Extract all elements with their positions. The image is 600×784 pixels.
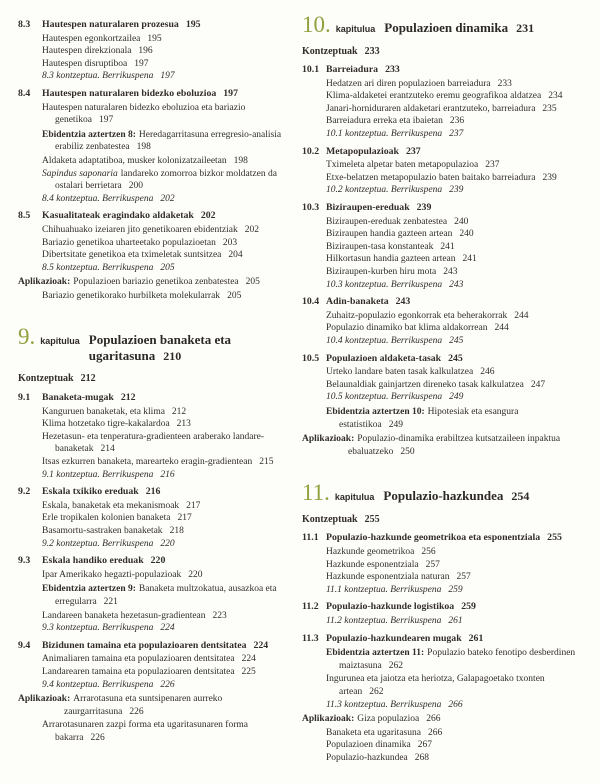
section-number: 11.2 (302, 601, 319, 613)
page-number: 237 (485, 160, 500, 171)
toc-item (302, 216, 576, 229)
page-number: 245 (449, 335, 464, 346)
page-number: 237 (449, 129, 464, 140)
section-entry (18, 640, 292, 653)
section-number: 10.4 (302, 296, 320, 308)
concept-review-entry (302, 615, 576, 628)
entry-bold-label: Aplikazioak: (302, 714, 355, 725)
entry-text: 9.2 kontzeptua. Berrikuspena (42, 538, 154, 549)
entry-text: 10.2 kontzeptua. Berrikuspena (326, 185, 443, 196)
toc-item (18, 456, 292, 469)
page-number: 262 (388, 660, 403, 671)
species-name: Sapindus saponaria (42, 168, 118, 179)
entry-text: 11.1 kontzeptua. Berrikuspena (326, 584, 442, 595)
toc-item (18, 58, 292, 71)
page-number: 246 (480, 367, 495, 378)
page-number: 236 (449, 116, 465, 127)
toc-item (18, 500, 292, 513)
section-title: Eskala txikiko ereduak (42, 486, 139, 498)
page-number: 262 (369, 686, 384, 697)
page-number: 259 (461, 601, 476, 613)
entry-text: Hautespen egonkortzailea (42, 33, 141, 44)
evidence-entry (302, 406, 576, 431)
toc-item (302, 310, 576, 323)
entry-text: Biziraupen-kurben hiru mota (326, 267, 437, 277)
page-number: 245 (448, 352, 463, 364)
entry-text: Hautespen disruptiboa (42, 58, 128, 69)
toc-item (18, 168, 292, 193)
concept-review-entry (18, 622, 292, 635)
toc-item (18, 666, 292, 679)
entry-text: Hedatzen ari diren populazioen barreiadura (326, 78, 491, 89)
section-number: 8.3 (18, 19, 31, 30)
section-entry (18, 19, 292, 32)
entry-text: Arrarotasunaren zazpi forma eta ugaritasunaren forma bakarra (42, 720, 248, 743)
entry-text: 11.2 kontzeptua. Berrikuspena (326, 615, 442, 626)
page-number: 255 (547, 532, 562, 544)
page-number: 239 (416, 202, 432, 214)
toc-item (18, 525, 292, 538)
applications-entry (18, 276, 292, 289)
concept-review-entry (302, 184, 576, 197)
page-number: 225 (241, 666, 256, 677)
section-entry (302, 64, 576, 77)
page-number: 233 (497, 78, 512, 89)
page-number: 226 (160, 679, 175, 690)
concepts-entry (302, 514, 576, 527)
toc-item (18, 431, 292, 456)
page-number: 250 (400, 446, 415, 457)
entry-text: Belaunaldiak gainjartzen direneko tasak kalkulatzea (326, 379, 524, 390)
page-number: 212 (171, 406, 187, 417)
chapter-number: 10. (302, 12, 331, 37)
page-number: 257 (456, 572, 471, 583)
toc-item (18, 249, 292, 262)
page-number: 244 (494, 323, 509, 334)
entry-text: Kontzeptuak (18, 373, 74, 385)
page-number: 212 (80, 373, 96, 385)
section-entry (18, 392, 292, 405)
concepts-entry (18, 373, 292, 386)
page-number: 240 (459, 229, 474, 240)
entry-text: Etxe-belatzen metapopulazio baten baitako barreiadura (326, 172, 536, 183)
section-entry (18, 210, 292, 223)
section-entry (18, 486, 292, 499)
section-number: 9.3 (18, 555, 31, 567)
section-entry (302, 146, 576, 159)
applications-entry (302, 713, 576, 726)
entry-text: Eskala, banaketak eta mekanismoak (42, 500, 180, 511)
entry-text: Hilkortasun handia gazteen artean (326, 254, 456, 265)
page-number: 195 (185, 19, 201, 30)
chapter-title: Populazioen banaketa eta ugaritasuna (88, 332, 232, 363)
chapter-number: 9. (18, 324, 36, 350)
entry-text: 10.1 kontzeptua. Berrikuspena (326, 129, 443, 140)
section-title: Banaketa-mugak (42, 392, 114, 404)
entry-text: Tximeleta alpetar baten metapopulazioa (326, 160, 479, 171)
section-entry (302, 353, 576, 366)
entry-text: Giza populazioa (357, 714, 420, 725)
page-number: 205 (245, 277, 260, 288)
entry-text: Klima-aldaketei erantzuteko eremu geografikoa aldatzea (326, 91, 542, 102)
section-number: 9.4 (18, 639, 31, 651)
toc-item (18, 102, 292, 127)
entry-text: 9.4 kontzeptua. Berrikuspena (42, 679, 154, 690)
toc-item (18, 237, 292, 250)
concept-review-entry (18, 262, 292, 275)
section-title: Bizidunen tamaina eta populazioaren dentsitatea (42, 639, 247, 651)
section-title: Hautespen naturalaren prozesua (42, 19, 179, 30)
page-number: 235 (542, 103, 557, 114)
page-number: 257 (425, 559, 440, 570)
page-number: 204 (228, 250, 243, 261)
entry-text: Klima hotzetako tigre-kakalardoa (42, 419, 170, 430)
concept-review-entry (18, 538, 292, 551)
toc-item (302, 379, 576, 392)
entry-text: Heredagarritasuna erregresio-analisia erabiliz zenbatestea (55, 129, 282, 153)
section-title: Populazio-hazkunde geometrikoa eta esponentziala (326, 532, 541, 544)
section-entry (18, 88, 292, 101)
toc-item (302, 571, 576, 584)
page-number: 197 (160, 71, 175, 82)
section-entry (302, 202, 576, 215)
page-number: 239 (542, 172, 557, 183)
entry-text: Hautespen naturalaren bidezko eboluzioa eta bariazio genetikoa (42, 102, 246, 126)
page-number: 266 (427, 727, 443, 738)
page-number: 197 (134, 58, 149, 69)
toc-item (302, 241, 576, 254)
page-number: 256 (421, 547, 436, 557)
entry-text: Basamortu-sastraken banaketak (42, 526, 163, 536)
entry-text: Populazioen bariazio genetikoa zenbatestea (73, 277, 239, 288)
page-number: 266 (426, 714, 441, 725)
toc-item (302, 159, 576, 172)
page-number: 200 (128, 181, 143, 192)
section-title: Populazio-hazkunde logistikoa (326, 601, 455, 613)
concept-review-entry (18, 679, 292, 692)
entry-bold-label: Aplikazioak: (302, 434, 355, 445)
entry-text: Kontzeptuak (302, 45, 358, 57)
concept-review-entry (18, 193, 292, 206)
section-number: 11.3 (302, 632, 319, 644)
page-number: 266 (448, 699, 463, 710)
entry-text: Kanguruen banaketak, eta klima (42, 406, 165, 417)
chapter-word-label: kapitulua (40, 336, 80, 347)
page-number: 203 (222, 237, 238, 248)
toc-item (302, 752, 576, 765)
page-number: 195 (147, 33, 162, 44)
page-number: 205 (160, 262, 175, 273)
section-number: 10.1 (302, 64, 320, 76)
entry-text: Animaliaren tamaina eta populazioaren dentsitatea (42, 654, 235, 665)
section-number: 8.4 (18, 87, 31, 99)
chapter-number: 11. (302, 480, 330, 506)
concept-review-entry (302, 279, 576, 292)
entry-text: Hipotesiak eta esangura estatistikoa (339, 406, 519, 430)
entry-text: Biziraupen-tasa konstanteak (326, 241, 434, 252)
page-number: 223 (212, 610, 227, 621)
chapter-heading (18, 326, 292, 364)
page-number: 214 (100, 444, 115, 455)
entry-text: Banaketa multzokatua, ausazkoa eta erregularra (55, 584, 277, 607)
section-number: 11.1 (302, 532, 319, 544)
page-number: 247 (530, 379, 546, 390)
page-number: 243 (449, 279, 464, 290)
toc-item (302, 322, 576, 335)
entry-text: Hazkunde geometrikoa (326, 547, 415, 557)
entry-text: Populazio bateko fenotipo desberdinen maiztasuna (339, 648, 576, 671)
page-number: 198 (233, 155, 248, 166)
entry-text: Hautespen direkzionala (42, 46, 132, 57)
page-number: 197 (98, 115, 114, 126)
entry-text: Bariazio genetikoa uharteetako populazioetan (42, 237, 216, 248)
toc-item (18, 512, 292, 525)
toc-item (302, 172, 576, 185)
chapter-page-number: 231 (516, 21, 535, 35)
entry-text: 8.4 kontzeptua. Berrikuspena (42, 193, 154, 204)
applications-entry (18, 693, 292, 718)
entry-text: Hazkunde esponentziala naturan (326, 572, 450, 583)
toc-item (302, 739, 576, 752)
section-title: Adin-banaketa (326, 296, 389, 308)
page-number: 224 (253, 639, 269, 651)
entry-text: 8.3 kontzeptua. Berrikuspena (42, 71, 154, 82)
page-number: 239 (449, 185, 464, 196)
page-number: 217 (177, 513, 192, 524)
entry-bold-label: Ebidentzia aztertzen 8: (42, 129, 136, 140)
page-number: 261 (468, 632, 484, 644)
page-number: 226 (90, 732, 105, 743)
page-number: 233 (385, 64, 400, 76)
page-number: 202 (160, 193, 175, 204)
toc-item (18, 719, 292, 744)
entry-text: Urteko landare baten tasak kalkulatzea (326, 367, 474, 378)
chapter-heading (302, 482, 576, 505)
page-number: 233 (364, 45, 380, 57)
evidence-entry (302, 647, 576, 672)
entry-text: Ingurunea eta jaiotza eta heriotza, Galapagoetako txonten artean (326, 674, 545, 697)
page-number: 197 (223, 87, 238, 99)
section-entry (302, 601, 576, 614)
entry-text: 9.3 kontzeptua. Berrikuspena (42, 623, 154, 634)
entry-text: Populazioen dinamika (326, 740, 411, 751)
concepts-entry (302, 46, 576, 59)
toc-item (18, 45, 292, 58)
toc-item (302, 253, 576, 266)
page-number: 215 (259, 457, 274, 468)
entry-bold-label: Ebidentzia aztertzen 10: (326, 406, 425, 417)
toc-item (302, 228, 576, 241)
toc-item (302, 103, 576, 116)
entry-text: Zuhaitz-populazio egonkorrak eta beherakorrak (326, 310, 508, 321)
page-number: 249 (449, 392, 464, 403)
toc-item (18, 569, 292, 582)
entry-text: Populazio-hazkundea (326, 752, 408, 763)
section-title: Kasualitateak eragindako aldaketak (42, 210, 194, 222)
section-entry (302, 532, 576, 545)
page-number: 216 (145, 486, 161, 498)
section-number: 10.2 (302, 145, 320, 157)
evidence-entry (18, 129, 292, 154)
page-number: 268 (414, 752, 430, 763)
toc-item (18, 406, 292, 419)
entry-text: Banaketa eta ugaritasuna (326, 727, 421, 738)
section-title: Populazio-hazkundearen mugak (326, 632, 462, 644)
entry-text: Hazkunde esponentziala (326, 559, 419, 570)
chapter-title: Populazio-hazkundea (383, 488, 504, 504)
page-number: 249 (388, 419, 403, 430)
entry-text: Landareen banaketa hezetasun-gradientean (42, 610, 206, 621)
section-title: Barreiadura (326, 64, 379, 76)
page-number: 244 (514, 310, 529, 321)
toc-item (302, 727, 576, 740)
entry-text: Barreiadura erreka eta ibaietan (326, 116, 443, 127)
chapter-title-block (383, 488, 576, 505)
section-title: Metapopulazioak (326, 145, 399, 157)
entry-text: Itsas ezkurren banaketa, marearteko eragin-gradientean (42, 457, 253, 468)
chapter-title: Populazioen dinamika (384, 20, 509, 35)
page-number: 198 (136, 142, 151, 153)
entry-text: Biziraupen handia gazteen artean (326, 229, 453, 240)
section-number: 10.5 (302, 352, 320, 364)
section-entry (18, 555, 292, 568)
toc-item (302, 673, 576, 698)
entry-text: Bariazio genetikorako hurbilketa molekularrak (42, 290, 221, 301)
page-number: 224 (160, 623, 175, 634)
toc-column-right (302, 14, 576, 765)
section-number: 8.5 (18, 210, 31, 222)
toc-item (302, 546, 576, 559)
page-number: 261 (448, 615, 463, 626)
entry-bold-label: Ebidentzia aztertzen 11: (326, 648, 425, 659)
entry-text: Ipar Amerikako hegazti-populazioak (42, 569, 182, 580)
chapter-title-block (384, 20, 576, 37)
evidence-entry (18, 583, 292, 608)
section-entry (302, 633, 576, 646)
entry-text: Populazio-dinamika erabiltzea kutsatzaileen inpaktua ebaluatzeko (348, 434, 561, 457)
section-title: Hautespen naturalaren bidezko eboluzioa (42, 87, 217, 99)
entry-text: landareko zomorroa bizkor moldatzen da ostalari berrietara (55, 168, 277, 192)
entry-text: Kontzeptuak (302, 513, 358, 525)
toc-item (18, 155, 292, 168)
section-entry (302, 296, 576, 309)
toc-column-left (18, 14, 292, 765)
page-number: 234 (548, 91, 563, 102)
page-number: 221 (103, 596, 118, 607)
concept-review-entry (302, 335, 576, 348)
concept-review-entry (302, 391, 576, 404)
entry-text: Biziraupen-ereduak zenbatestea (326, 216, 448, 227)
concept-review-entry (302, 584, 576, 597)
entry-text: 10.4 kontzeptua. Berrikuspena (326, 335, 443, 346)
page-number: 220 (188, 569, 203, 580)
page-number: 243 (443, 267, 458, 277)
page-number: 220 (160, 538, 175, 549)
entry-text: Janari-horniduraren aldaketari erantzuteko, barreiadura (326, 103, 536, 114)
applications-entry (302, 433, 576, 458)
entry-text: 8.5 kontzeptua. Berrikuspena (42, 262, 154, 273)
entry-text: Chihuahuako izeiaren jito genetikoaren ebidentziak (42, 224, 238, 235)
page-number: 213 (176, 419, 191, 430)
page-number: 202 (200, 210, 216, 222)
page-number: 255 (364, 513, 380, 525)
concept-review-entry (18, 70, 292, 83)
page-number: 240 (454, 216, 469, 227)
page-number: 220 (150, 555, 166, 567)
section-title: Eskala handiko ereduak (42, 555, 144, 567)
entry-text: Dibertsitate genetikoa eta tximeletak suntsitzea (42, 250, 222, 261)
section-title: Biziraupen-ereduak (326, 202, 410, 214)
entry-text: Populazio dinamiko bat klima aldakorrean (326, 323, 488, 334)
page-number: 241 (440, 241, 455, 252)
entry-text: Hezetasun- eta tenperatura-gradienteen araberako landare-banaketak (42, 431, 265, 455)
entry-bold-label: Aplikazioak: (18, 277, 71, 288)
page-number: 241 (462, 254, 477, 265)
chapter-page-number: 210 (163, 348, 182, 363)
page-number: 205 (227, 290, 242, 301)
page-number: 243 (395, 296, 411, 308)
toc-item (302, 266, 576, 279)
chapter-word-label: kapitulua (335, 24, 376, 34)
page-number: 267 (417, 740, 432, 751)
page-number: 226 (129, 706, 144, 717)
page-number: 218 (169, 526, 184, 536)
section-number: 9.2 (18, 486, 31, 498)
page-number: 259 (448, 584, 463, 595)
entry-bold-label: Aplikazioak: (18, 694, 71, 705)
page-number: 217 (186, 500, 201, 511)
entry-text: 10.5 kontzeptua. Berrikuspena (326, 392, 443, 403)
concept-review-entry (302, 128, 576, 141)
entry-text: Aldaketa adaptatiboa, musker kolonizatzaileetan (42, 155, 227, 166)
entry-text: 10.3 kontzeptua. Berrikuspena (326, 279, 443, 290)
toc-item (302, 90, 576, 103)
entry-text: 11.3 kontzeptua. Berrikuspena (326, 699, 442, 710)
section-title: Populazioen aldaketa-tasak (326, 352, 442, 364)
chapter-word-label: kapitulua (334, 492, 375, 503)
section-number: 10.3 (302, 202, 320, 214)
concept-review-entry (18, 469, 292, 482)
toc-item (302, 115, 576, 128)
chapter-heading (302, 14, 576, 37)
chapter-page-number: 254 (511, 489, 530, 504)
toc-item (18, 653, 292, 666)
chapter-title-block (89, 332, 292, 364)
entry-bold-label: Ebidentzia aztertzen 9: (42, 584, 136, 595)
page-number: 196 (138, 46, 153, 57)
entry-text: 9.1 kontzeptua. Berrikuspena (42, 469, 154, 480)
page-number: 202 (244, 224, 259, 235)
toc-item (302, 559, 576, 572)
toc-item (302, 78, 576, 91)
toc-item (18, 610, 292, 623)
toc-item (18, 33, 292, 46)
entry-text: Arrarotasuna eta suntsipenaren aurreko zaurgarritasuna (64, 694, 223, 717)
entry-text: Landarearen tamaina eta populazioaren dentsitatea (42, 666, 235, 677)
toc-item (18, 224, 292, 237)
page-number: 216 (160, 469, 175, 480)
toc-item (18, 290, 292, 303)
page-number: 237 (405, 145, 421, 157)
toc-item (18, 418, 292, 431)
section-number: 9.1 (18, 392, 31, 404)
entry-text: Erle tropikalen kolonien banaketa (42, 513, 171, 524)
page-number: 224 (241, 654, 256, 665)
concept-review-entry (302, 699, 576, 712)
toc-item (302, 366, 576, 379)
page-number: 212 (120, 392, 136, 404)
